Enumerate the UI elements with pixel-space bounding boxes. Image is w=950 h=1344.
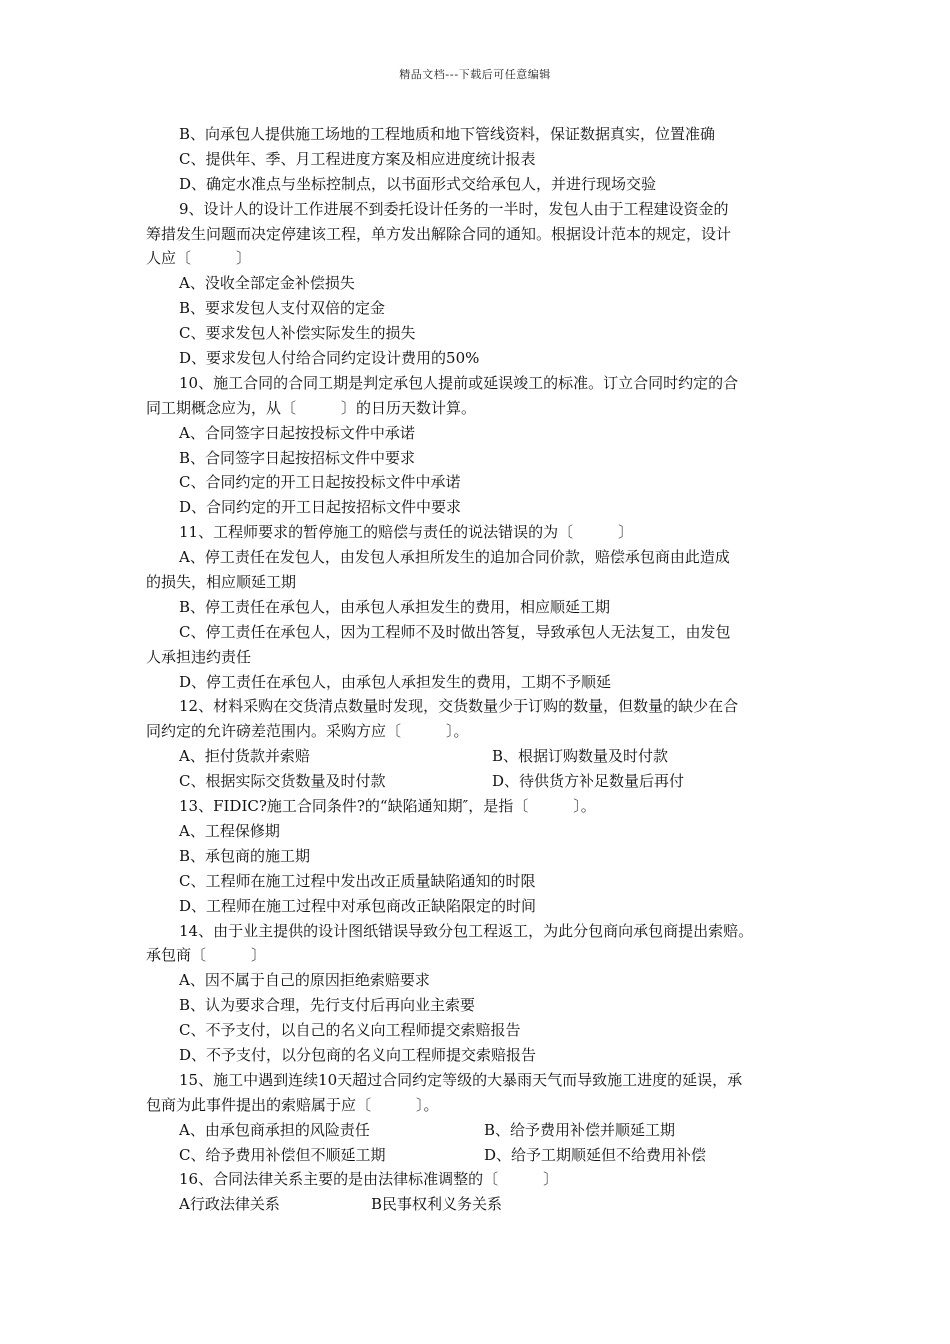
option-a: A行政法律关系: [179, 1195, 280, 1214]
option-line: A、因不属于自己的原因拒绝索赔要求: [179, 971, 430, 990]
option-line: C、合同约定的开工日起按投标文件中承诺: [179, 473, 461, 492]
option-row: [146, 1192, 814, 1217]
option-row: [146, 1118, 814, 1143]
option-line: B、合同签字日起按招标文件中要求: [179, 448, 416, 467]
text-line: 的损失，相应顺延工期: [146, 573, 297, 592]
text-line: 同约定的允许磅差范围内。采购方应〔 〕。: [146, 722, 469, 741]
option-line: D、要求发包人付给合同约定设计费用的50%: [179, 349, 480, 368]
question-11: 11、工程师要求的暂停施工的赔偿与责任的说法错误的为〔 〕: [179, 523, 634, 542]
option-line: D、合同约定的开工日起按招标文件中要求: [179, 498, 462, 517]
question-16: 16、合同法律关系主要的是由法律标准调整的〔 〕: [179, 1170, 559, 1189]
text-line: B、向承包人提供施工场地的工程地质和地下管线资料，保证数据真实，位置准确: [179, 125, 716, 143]
option-b: B民事权利义务关系: [371, 1195, 503, 1214]
option-a: A、拒付货款并索赔: [179, 747, 310, 766]
question-15: 15、施工中遇到连续10天超过合同约定等级的大暴雨天气而导致施工进度的延误，承: [179, 1070, 743, 1089]
page-header: 精品文档---下载后可任意编辑: [399, 68, 551, 81]
text-line: 承包商〔 〕: [146, 946, 267, 965]
option-line: C、不予支付，以自己的名义向工程师提交索赔报告: [179, 1021, 521, 1040]
option-line: B、承包商的施工期: [179, 846, 311, 865]
option-b: B、根据订购数量及时付款: [492, 747, 669, 766]
option-c: C、给予费用补偿但不顺延工期: [179, 1145, 386, 1164]
text-line: 人应〔 〕: [146, 249, 252, 268]
text-line: C、提供年、季、月工程进度方案及相应进度统计报表: [179, 149, 536, 168]
option-line: B、认为要求合理，先行支付后再向业主索要: [179, 996, 476, 1015]
option-d: D、待供货方补足数量后再付: [492, 772, 685, 791]
option-line: A、停工责任在发包人，由发包人承担所发生的追加合同价款，赔偿承包商由此造成: [179, 548, 730, 567]
option-line: C、要求发包人补偿实际发生的损失: [179, 324, 416, 343]
option-line: D、不予支付，以分包商的名义向工程师提交索赔报告: [179, 1045, 537, 1064]
text-line: 同工期概念应为，从〔 〕的日历天数计算。: [146, 398, 477, 417]
option-row: [146, 1143, 814, 1168]
text-line: D、确定水准点与坐标控制点，以书面形式交给承包人，并进行现场交验: [179, 174, 657, 193]
question-14: 14、由于业主提供的设计图纸错误导致分包工程返工，为此分包商向承包商提出索赔。: [179, 921, 754, 940]
option-a: A、由承包商承担的风险责任: [179, 1120, 370, 1139]
text-line: 筹措发生问题而决定停建该工程，单方发出解除合同的通知。根据设计范本的规定，设计: [146, 224, 732, 243]
option-line: B、停工责任在承包人，由承包人承担发生的费用，相应顺延工期: [179, 597, 611, 616]
option-row: [146, 769, 814, 794]
option-line: A、工程保修期: [179, 821, 280, 840]
option-line: A、合同签字日起按投标文件中承诺: [179, 423, 415, 442]
option-line: D、停工责任在承包人，由承包人承担发生的费用，工期不予顺延: [179, 672, 612, 691]
text-line: 包商为此事件提出的索赔属于应〔 〕。: [146, 1095, 439, 1114]
question-9: 9、设计人的设计工作进展不到委托设计任务的一半时，发包人由于工程建设资金的: [179, 199, 729, 218]
question-13: 13、FIDIC?施工合同条件?的“缺陷通知期″，是指〔 〕。: [179, 797, 596, 816]
option-line: A、没收全部定金补偿损失: [179, 274, 355, 293]
option-b: B、给予费用补偿并顺延工期: [484, 1120, 676, 1139]
option-line: B、要求发包人支付双倍的定金: [179, 299, 386, 318]
option-d: D、给予工期顺延但不给费用补偿: [484, 1145, 707, 1164]
option-line: D、工程师在施工过程中对承包商改正缺陷限定的时间: [179, 896, 537, 915]
option-line: C、工程师在施工过程中发出改正质量缺陷通知的时限: [179, 871, 536, 890]
document-body: [146, 122, 814, 1217]
text-line: 人承担违约责任: [146, 647, 252, 666]
option-row: [146, 744, 814, 769]
option-c: C、根据实际交货数量及时付款: [179, 772, 386, 791]
question-12: 12、材料采购在交货清点数量时发现，交货数量少于订购的数量，但数量的缺少在合: [179, 697, 739, 716]
option-line: C、停工责任在承包人，因为工程师不及时做出答复，导致承包人无法复工，由发包: [179, 622, 731, 641]
question-10: 10、施工合同的合同工期是判定承包人提前或延误竣工的标准。订立合同时约定的合: [179, 373, 739, 392]
